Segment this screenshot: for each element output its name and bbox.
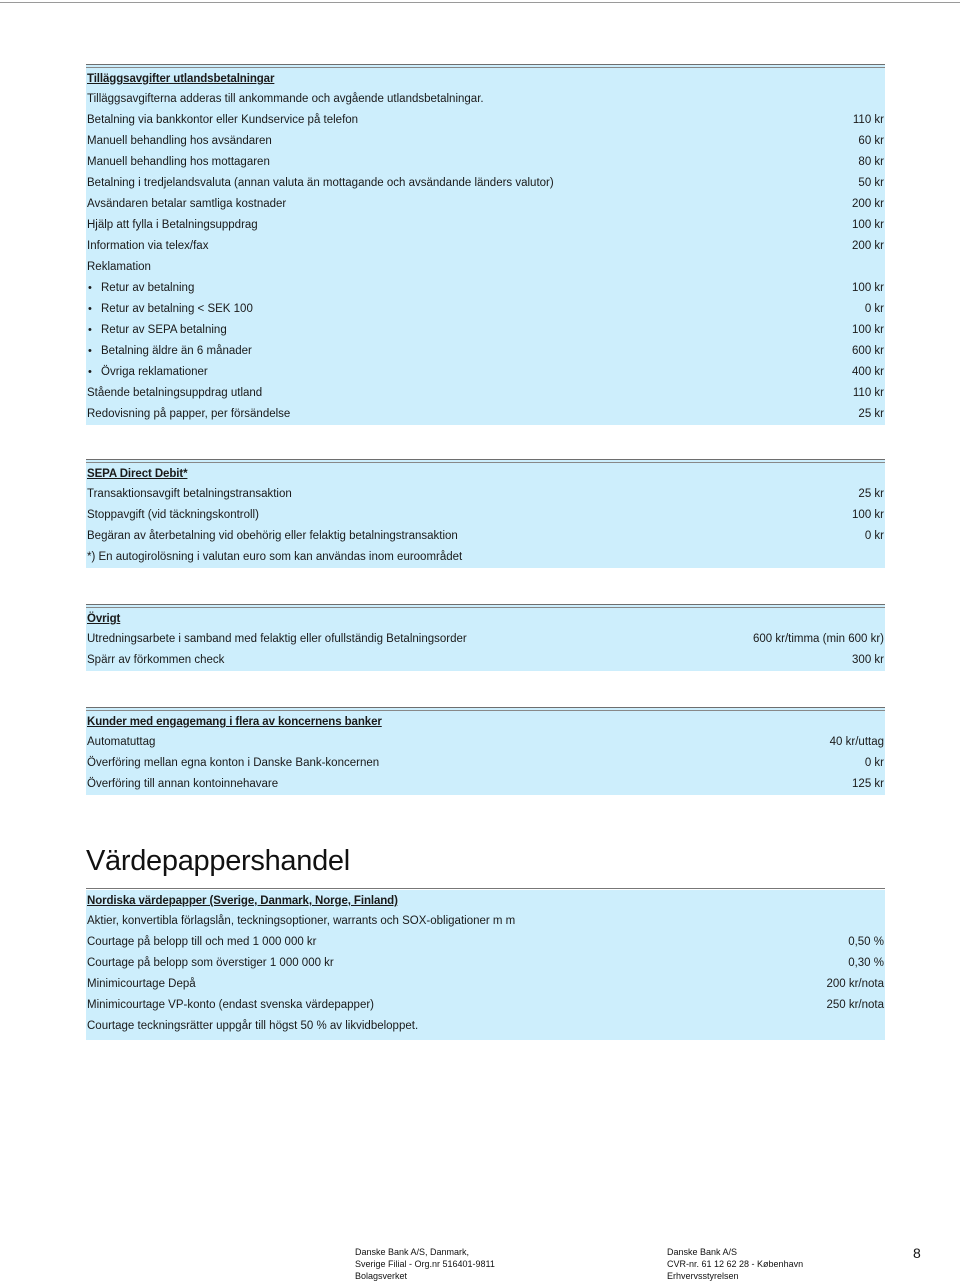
- table-row: [86, 484, 885, 505]
- table-row: [86, 320, 885, 341]
- row-value: 600 kr: [852, 345, 884, 357]
- table-row: [86, 194, 885, 215]
- row-value: 25 kr: [858, 408, 884, 420]
- row-value: 100 kr: [852, 282, 884, 294]
- row-label: Stående betalningsuppdrag utland: [87, 387, 263, 399]
- footer-line: Danske Bank A/S: [667, 1247, 738, 1257]
- table-row: [86, 1016, 885, 1040]
- row-value: 25 kr: [858, 488, 884, 500]
- row-value: 100 kr: [852, 509, 884, 521]
- row-label: • Retur av betalning < SEK 100: [87, 299, 253, 320]
- page-number: 8: [913, 1245, 921, 1261]
- section-title: SEPA Direct Debit*: [86, 462, 885, 484]
- row-label: Spärr av förkommen check: [87, 654, 225, 666]
- row-value: 600 kr/timma (min 600 kr): [752, 633, 884, 645]
- row-value: 50 kr: [858, 177, 884, 189]
- table-row: [86, 152, 885, 173]
- row-value: 200 kr/nota: [826, 978, 884, 990]
- table-row: [86, 505, 885, 526]
- table-row: [86, 173, 885, 194]
- table-row: [86, 278, 885, 299]
- row-label: • Övriga reklamationer: [87, 362, 208, 383]
- section-title: Övrigt: [86, 607, 885, 629]
- row-value: 200 kr: [852, 198, 884, 210]
- row-value: 100 kr: [852, 219, 884, 231]
- heading-divider: [86, 888, 885, 889]
- row-label: Transaktionsavgift betalningstransaktion: [87, 488, 292, 500]
- section-title: Nordiska värdepapper (Sverige, Danmark, Norge, Finland): [87, 895, 398, 907]
- row-label: Begäran av återbetalning vid obehörig eller felaktig betalningstransaktion: [87, 530, 458, 542]
- table-row: [86, 215, 885, 236]
- row-value: 110 kr: [852, 114, 884, 126]
- top-border: [0, 2, 960, 3]
- row-label: Courtage på belopp som överstiger 1 000 000 kr: [87, 957, 334, 969]
- section-tillaggsavgifter: [86, 64, 885, 425]
- table-row: [86, 650, 885, 671]
- row-label: Betalning via bankkontor eller Kundservice på telefon: [87, 114, 359, 126]
- table-row: [86, 362, 885, 383]
- row-label: Överföring mellan egna konton i Danske Bank-koncernen: [87, 757, 380, 769]
- row-label: • Retur av SEPA betalning: [87, 320, 227, 341]
- row-value: 0,50 %: [848, 936, 884, 948]
- table-row: [86, 953, 885, 974]
- row-value: 80 kr: [858, 156, 884, 168]
- row-label: Överföring till annan kontoinnehavare: [87, 778, 279, 790]
- table-row: [86, 547, 885, 568]
- footer-line: Erhvervsstyrelsen: [667, 1271, 739, 1281]
- table-row: [86, 526, 885, 547]
- table-row: [86, 629, 885, 650]
- table-row: [86, 341, 885, 362]
- row-value: 40 kr/uttag: [829, 736, 884, 748]
- row-label: Automatuttag: [87, 736, 156, 748]
- table-row: [86, 753, 885, 774]
- row-label: Redovisning på papper, per försändelse: [87, 408, 291, 420]
- row-label: • Retur av betalning: [87, 278, 194, 299]
- row-label: Tilläggsavgifterna adderas till ankommande och avgående utlandsbetalningar.: [87, 93, 484, 105]
- footer-line: Danske Bank A/S, Danmark,: [355, 1247, 470, 1257]
- row-label: Stoppavgift (vid täckningskontroll): [87, 509, 259, 521]
- section-sepa-direct-debit: [86, 459, 885, 568]
- row-label: Avsändaren betalar samtliga kostnader: [87, 198, 287, 210]
- row-label: Minimicourtage Depå: [87, 978, 196, 990]
- row-value: 110 kr: [852, 387, 884, 399]
- table-row: [86, 257, 885, 278]
- row-value: 100 kr: [852, 324, 884, 336]
- footer-right: [667, 1246, 803, 1282]
- row-label: Reklamation: [87, 261, 151, 273]
- table-row: [86, 911, 885, 932]
- row-label: • Betalning äldre än 6 månader: [87, 341, 252, 362]
- row-value: 0 kr: [864, 757, 884, 769]
- table-row: [86, 774, 885, 795]
- footer-left: [355, 1246, 495, 1282]
- table-row: [86, 110, 885, 131]
- row-value: 0 kr: [864, 303, 884, 315]
- row-value: 60 kr: [858, 135, 884, 147]
- row-label: Manuell behandling hos avsändaren: [87, 135, 272, 147]
- table-row: [86, 89, 885, 110]
- row-value: 200 kr: [852, 240, 884, 252]
- row-label: Hjälp att fylla i Betalningsuppdrag: [87, 219, 258, 231]
- section-ovrigt: [86, 604, 885, 671]
- table-row: [86, 131, 885, 152]
- row-label: Betalning i tredjelandsvaluta (annan valuta än mottagande och avsändande länders valutor): [87, 177, 554, 189]
- table-row: [86, 383, 885, 404]
- footer-line: Sverige Filial - Org.nr 516401-9811: [355, 1259, 495, 1269]
- page-heading: Värdepappershandel: [86, 845, 350, 877]
- table-row: [86, 732, 885, 753]
- row-label: Aktier, konvertibla förlagslån, teckningsoptioner, warrants och SOX-obligationer m m: [87, 915, 516, 927]
- row-value: 400 kr: [852, 366, 884, 378]
- table-row: [86, 974, 885, 995]
- table-row: [86, 995, 885, 1016]
- table-row: [86, 299, 885, 320]
- footer-line: CVR-nr. 61 12 62 28 - København: [667, 1259, 804, 1269]
- row-label: Minimicourtage VP-konto (endast svenska värdepapper): [87, 999, 375, 1011]
- row-value: 300 kr: [852, 654, 884, 666]
- table-row: [86, 932, 885, 953]
- table-row: [86, 404, 885, 425]
- table-row: [86, 236, 885, 257]
- row-value: 125 kr: [852, 778, 884, 790]
- row-label: *) En autogirolösning i valutan euro som kan användas inom euroområdet: [87, 551, 463, 563]
- row-value: 250 kr/nota: [826, 999, 884, 1011]
- footer-line: Bolagsverket: [355, 1271, 408, 1281]
- row-label: Utredningsarbete i samband med felaktig eller ofullständig Betalningsorder: [87, 633, 467, 645]
- row-label: Courtage på belopp till och med 1 000 000 kr: [87, 936, 317, 948]
- section-nordiska-vardepapper: [86, 890, 885, 1040]
- section-title: Kunder med engagemang i flera av koncernens banker: [86, 710, 885, 732]
- section-title: Tilläggsavgifter utlandsbetalningar: [86, 67, 885, 89]
- row-value: 0,30 %: [848, 957, 884, 969]
- row-label: Information via telex/fax: [87, 240, 209, 252]
- section-kunder-engagemang: [86, 707, 885, 795]
- row-label: Manuell behandling hos mottagaren: [87, 156, 270, 168]
- row-value: 0 kr: [864, 530, 884, 542]
- row-label: Courtage teckningsrätter uppgår till högst 50 % av likvidbeloppet.: [87, 1020, 419, 1032]
